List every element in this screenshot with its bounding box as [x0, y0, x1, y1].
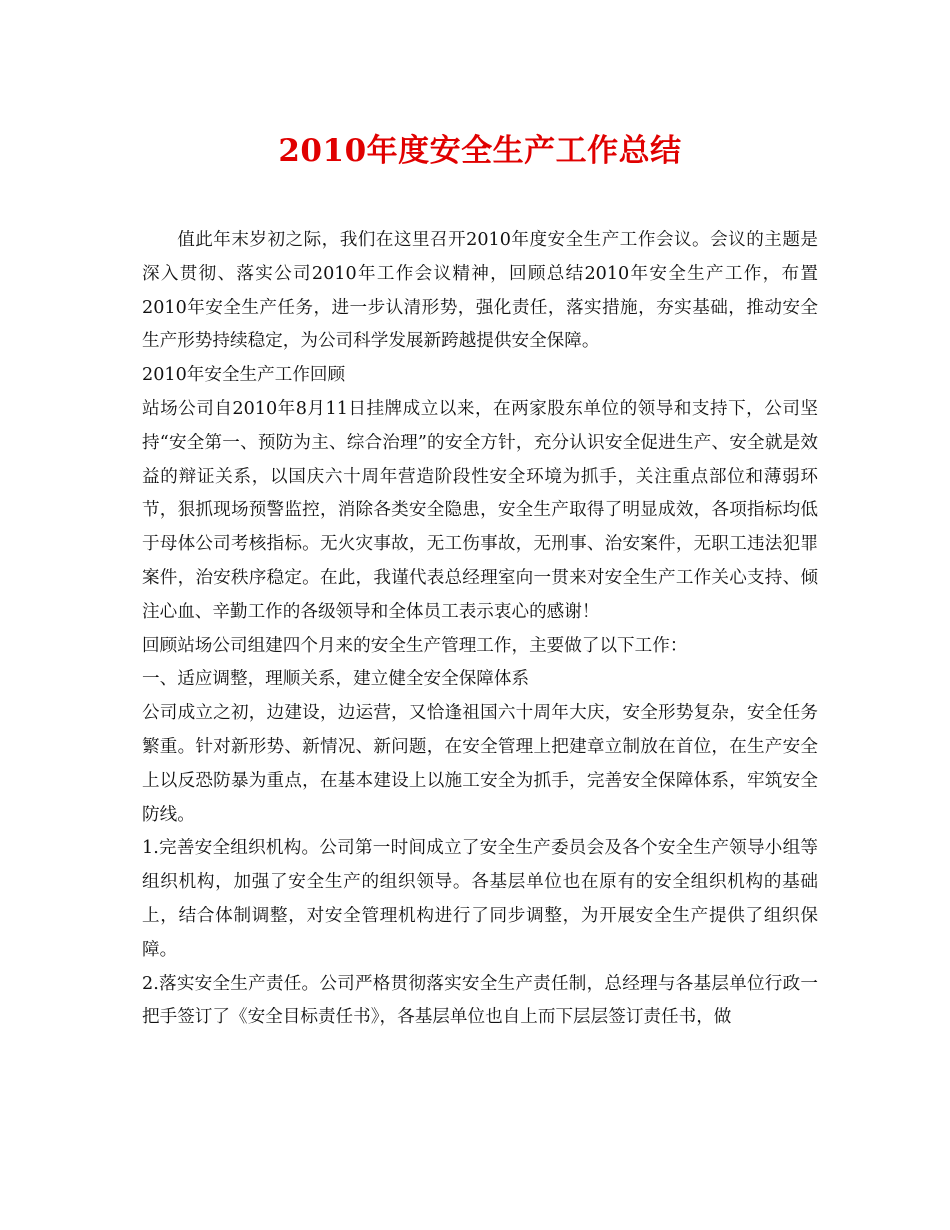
paragraph: 值此年末岁初之际，我们在这里召开2010年度安全生产工作会议。会议的主题是深入贯彻、落实公司2010年工作会议精神，回顾总结2010年安全生产工作，布置2010年安全生产任务，进一步认清形势，强化责任，落实措施，夯实基础，推动安全生产形势持续稳定，为公司科学发展新跨越提供安全保障。: [142, 230, 818, 352]
document-body: [142, 224, 818, 1035]
paragraph: 站场公司自2010年8月11日挂牌成立以来，在两家股东单位的领导和支持下，公司坚持“安全第一、预防为主、综合治理”的安全方针，充分认识安全促进生产、安全就是效益的辩证关系，以国庆六十周年营造阶段性安全环境为抓手，关注重点部位和薄弱环节，狠抓现场预警监控，消除各类安全隐患，安全生产取得了明显成效，各项指标均低于母体公司考核指标。无火灾事故，无工伤事故，无刑事、治安案件，无职工违法犯罪案件，治安秩序稳定。在此，我谨代表总经理室向一贯来对安全生产工作关心支持、倾注心血、辛勤工作的各级领导和全体员工表示衷心的感谢！: [142, 398, 818, 622]
paragraph: 一、适应调整，理顺关系，建立健全安全保障体系: [142, 669, 530, 690]
document-title: 2010年度安全生产工作总结: [278, 133, 682, 169]
paragraph: 回顾站场公司组建四个月来的安全生产管理工作，主要做了以下工作：: [142, 635, 688, 656]
paragraph: 1.完善安全组织机构。公司第一时间成立了安全生产委员会及各个安全生产领导小组等组织机构，加强了安全生产的组织领导。各基层单位也在原有的安全组织机构的基础上，结合体制调整，对安全管理机构进行了同步调整，为开展安全生产提供了组织保障。: [142, 838, 818, 960]
paragraph: 2010年安全生产工作回顾: [142, 365, 346, 386]
paragraph: 公司成立之初，边建设，边运营，又恰逢祖国六十周年大庆，安全形势复杂，安全任务繁重。针对新形势、新情况、新问题，在安全管理上把建章立制放在首位，在生产安全上以反恐防暴为重点，在基本建设上以施工安全为抓手，完善安全保障体系，牢筑安全防线。: [142, 703, 818, 825]
paragraph: 2.落实安全生产责任。公司严格贯彻落实安全生产责任制，总经理与各基层单位行政一把手签订了《安全目标责任书》，各基层单位也自上而下层层签订责任书，做: [142, 973, 818, 1028]
